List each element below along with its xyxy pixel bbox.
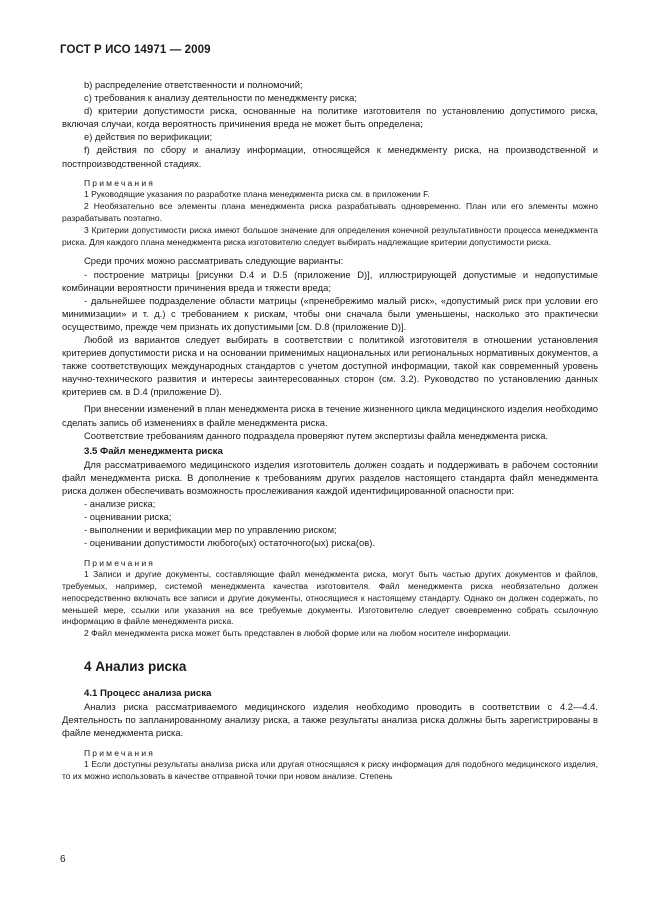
list-item: - оценивании риска; — [84, 511, 172, 523]
notes-block-2 — [62, 558, 598, 641]
note-item: 3 Критерии допустимости риска имеют большое значение для определения конечной результативности процесса менеджмента риска. Для каждого плана менеджмента риска изготовителю следует выбирать надлежащие критерии допустимости риска. — [62, 224, 598, 247]
page-body — [62, 78, 598, 783]
note-item: 2 Файл менеджмента риска может быть представлен в любой форме или на любом носителе информации. — [84, 628, 511, 639]
note-item: 1 Руководящие указания по разработке плана менеджмента риска см. в приложении F. — [84, 189, 430, 200]
list-item-f: f) действия по сбору и анализу информации, относящейся к менеджменту риска, на производственной и постпроизводственной стадиях. — [62, 144, 598, 169]
list-item: - анализе риска; — [84, 498, 156, 510]
paragraph: При внесении изменений в план менеджмента риска в течение жизненного цикла медицинского изделия необходимо сделать запись об изменениях в файле менеджмента риска. — [62, 403, 598, 428]
variants-intro: Среди прочих можно рассматривать следующие варианты: — [84, 255, 344, 267]
notes-heading: Примечания — [84, 557, 156, 568]
document-header: ГОСТ Р ИСО 14971 — 2009 — [60, 44, 211, 56]
list-item-e: e) действия по верификации; — [84, 131, 213, 143]
variant-item: - дальнейшее подразделение области матрицы («пренебрежимо малый риск», «допустимый риск при условии его минимизации» и т. д.) с требованием к рискам, чтобы они сначала были уменьшены, насколько это практически осуществимо, прежде чем признать их допустимыми [см. D.8 (приложение D)]. — [62, 294, 598, 332]
note-item: 1 Если доступны результаты анализа риска или другая относящаяся к риску информация для подобного медицинского изделия, то их можно использовать в качестве отправной точки при новом анализе. Степень — [62, 759, 598, 782]
note-item: 2 Необязательно все элементы плана менеджмента риска разрабатывать одновременно. План или его элементы можно разрабатывать поэтапно. — [62, 201, 598, 224]
paragraph: Для рассматриваемого медицинского изделия изготовитель должен создать и поддерживать в рабочем состоянии файл менеджмента риска. В дополнение к требованиям других разделов настоящего стандарта файл менеджмента риска должен обеспечивать возможность прослеживания каждой идентифицированной опасности при: — [62, 458, 598, 497]
section-heading-3-5: 3.5 Файл менеджмента риска — [84, 445, 223, 457]
paragraph: Анализ риска рассматриваемого медицинского изделия необходимо проводить в соответствии с 4.2—4.4. Деятельность по запланированному анализу риска, а также результаты анализа риска должны быть зарегистрированы в файле менеджмента риска. — [62, 701, 598, 739]
variant-item: - построение матрицы [рисунки D.4 и D.5 (приложение D)], иллюстрирующей допустимые и недопустимые комбинации вероятности причинения вреда и тяжести вреда; — [62, 268, 598, 293]
notes-block-1 — [62, 178, 598, 249]
section-heading-4: 4 Анализ риска — [84, 659, 187, 675]
section-heading-4-1: 4.1 Процесс анализа риска — [84, 688, 212, 700]
list-item-c: c) требования к анализу деятельности по менеджменту риска; — [84, 92, 357, 104]
paragraph: Любой из вариантов следует выбирать в соответствии с политикой изготовителя в отношении установления критериев допустимости риска и на основании применимых национальных или региональных нормативных документов, а также соответствующих международных стандартов с учетом доступной информации, такой как современный уровень научно-технического развития и интересы заинтересованных сторон (см. 3.2). Руководство по установлению данных критериев см. в D.4 (приложение D). — [62, 334, 598, 398]
paragraph: Соответствие требованиям данного подраздела проверяют путем экспертизы файла менеджмента риска. — [84, 429, 549, 441]
notes-heading: Примечания — [84, 747, 156, 758]
list-item-b: b) распределение ответственности и полномочий; — [84, 79, 303, 90]
page-number: 6 — [60, 854, 66, 865]
notes-block-3 — [62, 748, 598, 783]
note-item: 1 Записи и другие документы, составляющие файл менеджмента риска, могут быть частью других документов и файлов, требуемых, например, системой менеджмента качества изготовителя. Файл менеджмента риска необязательно должен непосредственно включать все записи и другие документы, относящиеся к настоящему стандарту. Однако он должен содержать, по меньшей мере, ссылки или указания на все требуемые документы. Изготовителю следует своевременно собрать ссылочную информацию в файле менеджмента риска. — [62, 569, 598, 627]
list-item: - оценивании допустимости любого(ых) остаточного(ых) риска(ов). — [84, 537, 375, 549]
list-item: - выполнении и верификации мер по управлению риском; — [84, 524, 337, 536]
list-item-d: d) критерии допустимости риска, основанные на политике изготовителя по установлению допустимого риска, включая случаи, когда вероятность причинения вреда не может быть определена; — [62, 105, 598, 130]
notes-heading: Примечания — [84, 177, 156, 188]
